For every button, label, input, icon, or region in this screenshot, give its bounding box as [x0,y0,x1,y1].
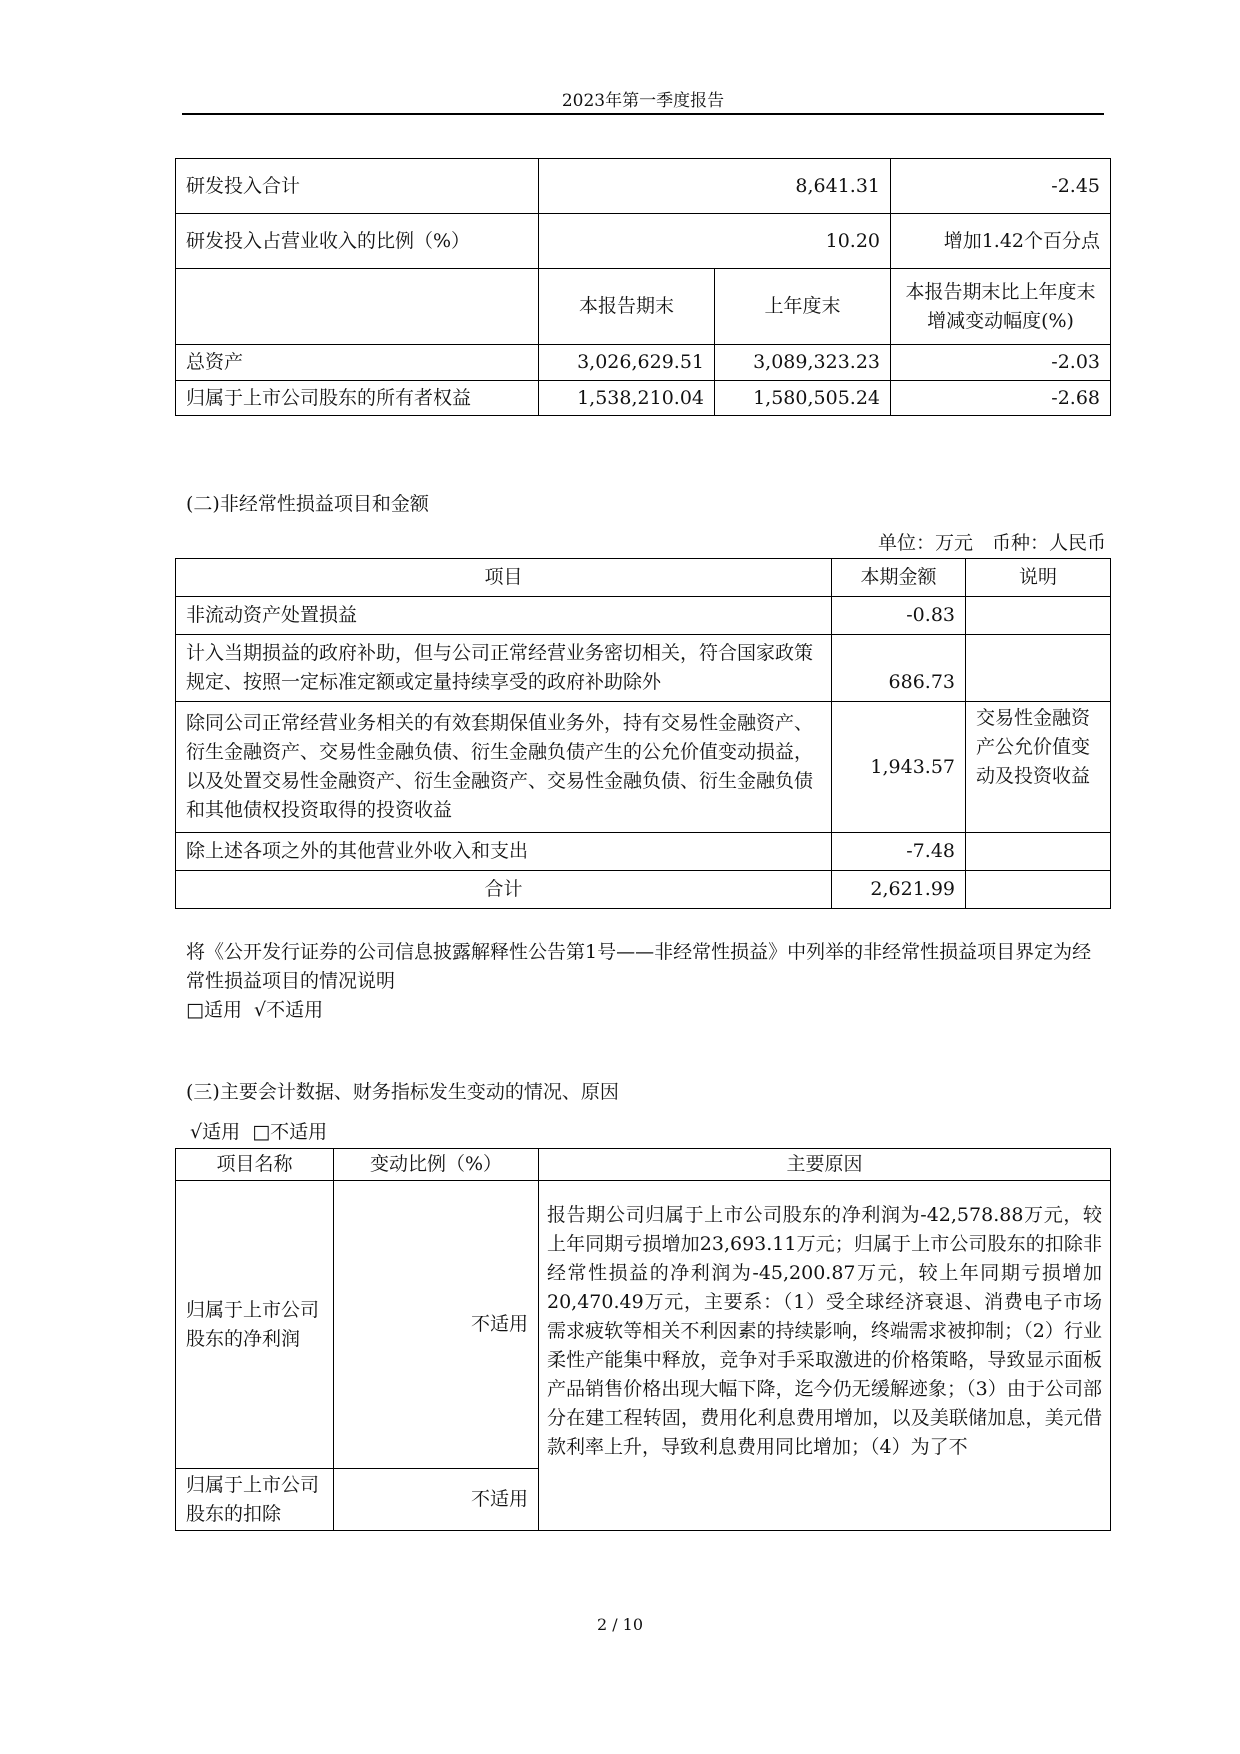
financial-indicators-table [175,158,1111,416]
note-cell: 交易性金融资产公允价值变动及投资收益 [966,702,1111,833]
reason-cell: 报告期公司归属于上市公司股东的净利润为-42,578.88万元，较上年同期亏损增加23,693.11万元；归属于上市公司股东的扣除非经常性损益的净利润为-45,200.87万元，较上年同期亏损增加20,470.49万元，主要系：（1）受全球经济衰退、消费电子市场需求疲软等相关不利因素的持续影响，终端需求被抑制；（2）行业柔性产能集中释放，竞争对手采取激进的价格策略，导致显示面板产品销售价格出现大幅下降，迄今仍无缓解迹象；（3）由于公司部分在建工程转固，费用化利息费用增加，以及美联储加息，美元借款利率上升，导致利息费用同比增加；（4）为了不 [539,1181,1111,1531]
table-row [176,214,1111,269]
table-row [176,159,1111,214]
item-cell: 除上述各项之外的其他营业外收入和支出 [176,833,832,871]
row-value: 3,089,323.23 [715,345,891,381]
row-label: 归属于上市公司股东的所有者权益 [176,381,539,416]
note-cell [966,597,1111,635]
row-label: 总资产 [176,345,539,381]
change-reasons-table [175,1148,1111,1531]
item-cell: 除同公司正常经营业务相关的有效套期保值业务外，持有交易性金融资产、衍生金融资产、交易性金融负债、衍生金融负债产生的公允价值变动损益，以及处置交易性金融资产、衍生金融资产、交易性金融负债、衍生金融负债和其他债权投资取得的投资收益 [176,702,832,833]
page-header-title: 2023年第一季度报告 [561,91,725,111]
column-header: 主要原因 [539,1149,1111,1181]
unit-label: 单位：万元 币种：人民币 [877,532,1106,554]
amount-cell: -7.48 [832,833,966,871]
row-value: 1,538,210.04 [539,381,715,416]
applicable-checkbox-option: □适用 [186,999,242,1021]
table-header-row [176,559,1111,597]
column-header: 项目 [176,559,832,597]
amount-cell: 686.73 [832,635,966,702]
applicability-options [186,996,323,1025]
table-row [176,702,1111,833]
applicable-checked-option: √适用 [190,1121,241,1143]
row-change: -2.03 [891,345,1111,381]
ratio-cell: 不适用 [334,1181,539,1469]
row-change: 增加1.42个百分点 [891,214,1111,269]
explanation-text: 将《公开发行证券的公司信息披露解释性公告第1号——非经常性损益》中列举的非经常性损益项目界定为经常性损益项目的情况说明 [186,941,1092,992]
row-label: 研发投入占营业收入的比例（%） [176,214,539,269]
table-row [176,1181,1111,1469]
column-header: 项目名称 [176,1149,334,1181]
row-value: 3,026,629.51 [539,345,715,381]
table-row [176,635,1111,702]
item-name-cell: 归属于上市公司股东的扣除 [176,1469,334,1531]
note-cell [966,635,1111,702]
column-header: 变动比例（%） [334,1149,539,1181]
row-value: 1,580,505.24 [715,381,891,416]
column-header: 本期金额 [832,559,966,597]
row-value: 8,641.31 [539,159,891,214]
not-applicable-checked-option: √不适用 [254,999,324,1021]
row-change: -2.45 [891,159,1111,214]
table-row [176,833,1111,871]
section-heading: (二)非经常性损益项目和金额 [186,493,429,515]
table-header-row [176,1149,1111,1181]
header-rule [182,113,1104,115]
note-cell [966,871,1111,909]
row-label: 研发投入合计 [176,159,539,214]
total-amount: 2,621.99 [832,871,966,909]
not-applicable-checkbox-option: □不适用 [252,1121,328,1143]
applicability-options [190,1118,327,1147]
ratio-cell: 不适用 [334,1469,539,1531]
column-header: 上年度末 [715,269,891,345]
table-header-row [176,269,1111,345]
total-label: 合计 [176,871,832,909]
section-heading: (三)主要会计数据、财务指标发生变动的情况、原因 [186,1081,619,1103]
amount-cell: -0.83 [832,597,966,635]
table-row [176,597,1111,635]
table-total-row [176,871,1111,909]
item-cell: 计入当期损益的政府补助，但与公司正常经营业务密切相关，符合国家政策规定、按照一定标准定额或定量持续享受的政府补助除外 [176,635,832,702]
empty-cell [176,269,539,345]
table-row [176,381,1111,416]
table-row [176,345,1111,381]
column-header: 本报告期末比上年度末增减变动幅度(%) [891,269,1111,345]
column-header: 本报告期末 [539,269,715,345]
row-change: -2.68 [891,381,1111,416]
page-number: 2 / 10 [596,1615,644,1634]
non-recurring-gains-table [175,558,1111,909]
column-header: 说明 [966,559,1111,597]
item-cell: 非流动资产处置损益 [176,597,832,635]
amount-cell: 1,943.57 [832,702,966,833]
note-cell [966,833,1111,871]
row-value: 10.20 [539,214,891,269]
item-name-cell: 归属于上市公司股东的净利润 [176,1181,334,1469]
